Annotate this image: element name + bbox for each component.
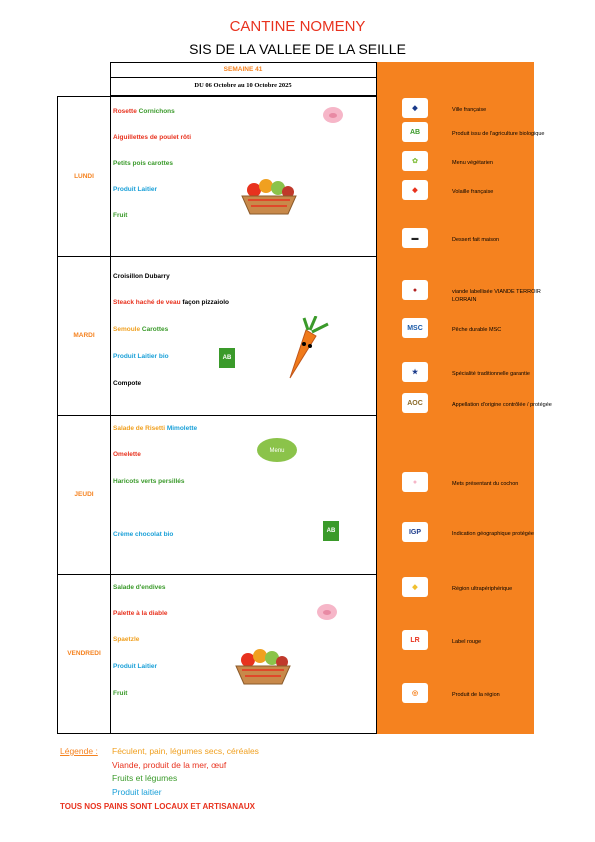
stg-icon: ★: [402, 362, 428, 382]
regional-product-icon: ◎: [402, 683, 428, 703]
menu-item: [113, 326, 168, 333]
menu-item-text: Produit Laitier: [113, 186, 158, 193]
menu-item-text: Produit Laitier bio: [113, 353, 169, 360]
menu-item-text: façon pizzaiolo: [180, 299, 229, 306]
menu-item: [113, 380, 141, 387]
pig-icon: [323, 107, 343, 123]
menu-item-text: Spaetzle: [113, 636, 140, 643]
menu-item: [113, 451, 141, 458]
label-description: Ville française: [452, 107, 487, 113]
menu-item-text: Omelette: [113, 451, 141, 458]
menu-item: [113, 425, 197, 432]
week-label: SEMAINE 41: [223, 66, 263, 73]
day-label-vendredi: VENDREDI: [67, 650, 101, 657]
pig-icon: [317, 604, 337, 620]
menu-item-text: Fruit: [113, 212, 128, 219]
label-description: Menu végétarien: [452, 160, 493, 166]
menu-item-text: Haricots verts persillés: [113, 478, 185, 485]
menu-item-text: Carottes: [140, 326, 169, 333]
terroir-meat-icon: ●: [402, 280, 428, 300]
pig-icon: ●: [402, 472, 428, 492]
vegetarian-menu-icon: ✿: [402, 151, 428, 171]
menu-item: [113, 690, 127, 697]
label-rouge-icon: LR: [402, 630, 428, 650]
legend-line: Viande, produit de la mer, œuf: [112, 760, 227, 770]
carrot-icon: [276, 316, 332, 380]
menu-item-text: Palette à la diable: [113, 610, 168, 617]
legend-title: Légende :: [60, 746, 98, 756]
aoc-icon: AOC: [402, 393, 428, 413]
menu-item-text: Crème chocolat bio: [113, 531, 174, 538]
day-label-lundi: LUNDI: [74, 173, 94, 180]
label-description: Produit de la région: [452, 692, 500, 698]
legend-line: Féculent, pain, légumes secs, céréales: [112, 746, 259, 756]
menu-item-text: Rosette: [113, 108, 137, 115]
menu-item-text: Semoule: [113, 326, 141, 333]
label-description: Pêche durable MSC: [452, 327, 502, 333]
menu-item-text: Petits pois carottes: [113, 160, 173, 167]
menu-item: [113, 134, 191, 141]
label-description: Indication géographique protégée: [452, 531, 534, 537]
menu-item-text: Steack haché de veau: [113, 299, 181, 306]
legend-line: Fruits et légumes: [112, 773, 178, 783]
menu-item-text: Salade d'endives: [113, 584, 166, 591]
menu-item: [113, 636, 139, 643]
page-subtitle: SIS DE LA VALLEE DE LA SEILLE: [189, 41, 406, 57]
vegetarian-menu-icon: [255, 434, 299, 464]
menu-item-text: Produit Laitier: [113, 663, 158, 670]
menu-item: [113, 299, 229, 306]
label-description: Label rouge: [452, 639, 482, 645]
menu-item-text: Croisillon Dubarry: [113, 273, 170, 280]
menu-item: [113, 663, 157, 670]
svg-text:Menu: Menu: [269, 448, 285, 454]
menu-item-text: Aiguillettes de poulet rôti: [113, 134, 192, 141]
menu-item: [113, 531, 173, 538]
menu-item: [113, 610, 168, 617]
menu-item-text: Compote: [113, 380, 142, 387]
ab-organic-icon: AB: [402, 122, 428, 142]
french-meat-icon: ◆: [402, 98, 428, 118]
fruit-basket-icon: [238, 176, 300, 216]
menu-item: [113, 353, 169, 360]
week-dates: DU 06 Octobre au 10 Octobre 2025: [194, 82, 292, 89]
day-label-jeudi: JEUDI: [74, 491, 94, 498]
menu-item: [113, 212, 127, 219]
igp-icon: IGP: [402, 522, 428, 542]
label-description: Appellation d'origine contrôlée / protégée: [452, 402, 552, 408]
menu-item: [113, 160, 173, 167]
label-description: Spécialité traditionnelle garantie: [452, 371, 530, 377]
page-title: CANTINE NOMENY: [229, 18, 366, 35]
footer-note: TOUS NOS PAINS SONT LOCAUX ET ARTISANAUX: [60, 802, 255, 811]
menu-item: [113, 273, 170, 280]
label-description: Volaille française: [452, 189, 494, 195]
farm-dessert-icon: ▬: [402, 228, 428, 248]
label-description: Produit issu de l'agriculture biologique: [452, 131, 545, 137]
fruit-basket-icon: [232, 646, 294, 686]
menu-item: [113, 478, 185, 485]
label-description: Dessert fait maison: [452, 237, 500, 243]
ab-organic-icon: AB: [323, 521, 339, 541]
ab-organic-icon: AB: [219, 348, 235, 368]
menu-item-text: Salade de Risetti: [113, 425, 166, 432]
french-poultry-icon: ◆: [402, 180, 428, 200]
menu-item: [113, 108, 175, 115]
menu-item-text: Fruit: [113, 690, 128, 697]
label-description: viande labellisée VIANDE TERROIR LORRAIN: [452, 289, 541, 303]
msc-fish-icon: MSC: [402, 318, 428, 338]
menu-item: [113, 186, 157, 193]
menu-item-text: Cornichons: [136, 108, 175, 115]
label-description: Mets présentant du cochon: [452, 481, 519, 487]
ultraperipheral-icon: ◆: [402, 577, 428, 597]
legend-line: Produit laitier: [112, 787, 162, 797]
label-description: Région ultrapériphérique: [452, 586, 513, 592]
day-label-mardi: MARDI: [73, 332, 95, 339]
menu-item: [113, 584, 166, 591]
menu-item-text: Mimolette: [165, 425, 198, 432]
